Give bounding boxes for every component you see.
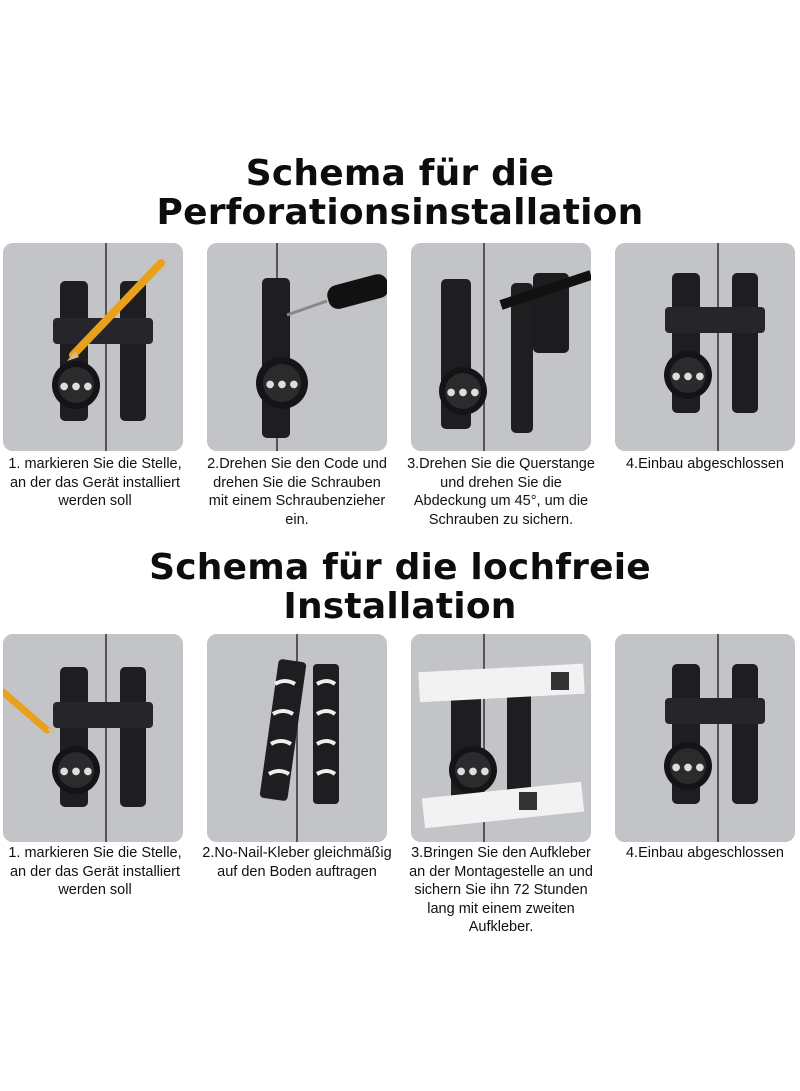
holefree-step-1-caption: 1. markieren Sie die Stelle, an der das Gerät installiert werden soll	[8, 845, 182, 898]
svg-text:● ● ●: ● ● ●	[59, 381, 93, 392]
holefree-step-2-image	[207, 634, 387, 842]
holefree-step-4-caption: 4.Einbau abgeschlossen	[625, 845, 784, 861]
perforation-step-1-image	[3, 243, 183, 451]
perforation-step-3-caption: 3.Drehen Sie die Querstange und drehen Sie die Abdeckung um 45°, um die Schrauben zu sichern.	[407, 456, 595, 528]
holefree-step-1-image	[3, 634, 183, 842]
perforation-step-3-image	[411, 243, 591, 451]
perforation-step-4-image	[615, 243, 795, 451]
holefree-step-2-caption: 2.No-Nail-Kleber gleichmäßig auf den Boden auftragen	[202, 845, 392, 880]
section-1-title-line-1: Schema für die	[245, 153, 555, 194]
perforation-step-2-image	[207, 243, 387, 451]
svg-text:● ● ●: ● ● ●	[265, 379, 299, 390]
svg-text:● ● ●: ● ● ●	[446, 387, 480, 398]
section-2-title-line-2: Installation	[283, 586, 517, 627]
perforation-step-1-caption: 1. markieren Sie die Stelle, an der das Gerät installiert werden soll	[8, 456, 182, 509]
svg-text:● ● ●: ● ● ●	[671, 371, 705, 382]
holefree-step-3-caption: 3.Bringen Sie den Aufkleber an der Montagestelle an und sichern Sie ihn 72 Stunden lang mit einem zweiten Aufkleber.	[409, 845, 593, 935]
svg-text:● ● ●: ● ● ●	[671, 762, 705, 773]
holefree-step-4-image	[615, 634, 795, 842]
holefree-step-3-image	[411, 634, 591, 842]
svg-text:● ● ●: ● ● ●	[456, 766, 490, 777]
svg-text:● ● ●: ● ● ●	[59, 766, 93, 777]
section-1-title-line-2: Perforationsinstallation	[156, 192, 644, 233]
section-2-title-line-1: Schema für die lochfreie	[149, 547, 651, 588]
perforation-step-4-caption: 4.Einbau abgeschlossen	[625, 456, 784, 472]
perforation-step-2-caption: 2.Drehen Sie den Code und drehen Sie die Schrauben mit einem Schraubenzieher ein.	[207, 456, 387, 528]
